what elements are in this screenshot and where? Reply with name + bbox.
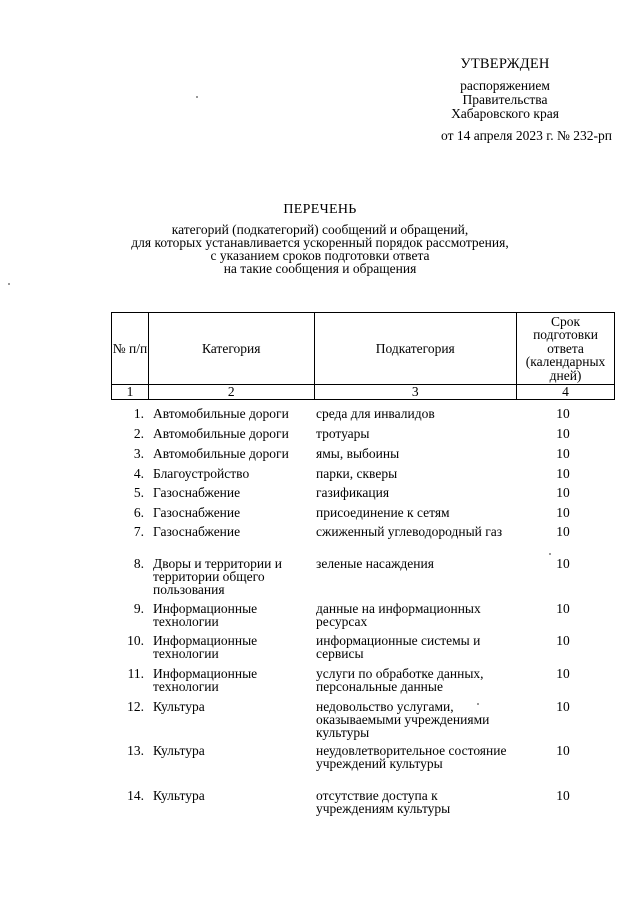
table-row <box>111 744 615 789</box>
approval-line: Правительства <box>462 92 548 107</box>
row-number: 11. <box>127 666 144 681</box>
row-term: 10 <box>556 485 570 500</box>
scan-speck <box>549 553 551 555</box>
scan-speck <box>8 283 10 285</box>
table-row <box>111 789 615 821</box>
row-category: Культура <box>153 788 205 803</box>
header-category: Категория <box>148 313 314 385</box>
row-subcategory: зеленые насаждения <box>316 556 434 571</box>
row-category: Информационные технологии <box>153 633 258 661</box>
row-subcategory: среда для инвалидов <box>316 406 435 421</box>
row-category: Автомобильные дороги <box>153 426 289 441</box>
table-row <box>111 525 615 557</box>
col-number: 2 <box>148 385 314 400</box>
row-category: Информационные технологии <box>153 666 258 694</box>
row-category: Автомобильные дороги <box>153 406 289 421</box>
row-number: 5. <box>133 485 144 500</box>
table-row <box>111 407 615 427</box>
row-subcategory: недовольство услугами, оказываемыми учреждениями культуры <box>316 699 490 740</box>
row-category: Газоснабжение <box>153 505 241 520</box>
col-number: 1 <box>112 385 149 400</box>
row-term: 10 <box>556 699 570 714</box>
approval-line: Хабаровского края <box>451 106 559 121</box>
row-subcategory: парки, скверы <box>316 466 398 481</box>
row-number: 9. <box>133 601 144 616</box>
row-subcategory: информационные системы и сервисы <box>316 633 481 661</box>
scan-speck <box>196 96 198 98</box>
row-number: 10. <box>127 633 144 648</box>
row-category: Культура <box>153 699 205 714</box>
row-term: 10 <box>556 505 570 520</box>
row-category: Дворы и территории и территории общего пользования <box>153 556 282 597</box>
approval-line: распоряжением <box>460 78 550 93</box>
table-row <box>111 486 615 506</box>
table-row <box>111 506 615 525</box>
row-subcategory: услуги по обработке данных, персональные данные <box>316 666 484 694</box>
table-row <box>111 467 615 486</box>
row-number: 4. <box>133 466 144 481</box>
row-number: 6. <box>133 505 144 520</box>
row-subcategory: неудовлетворительное состояние учреждений культуры <box>316 743 507 771</box>
row-subcategory: отсутствие доступа к учреждениям культуры <box>316 788 451 816</box>
row-category: Газоснабжение <box>153 485 241 500</box>
row-subcategory: присоединение к сетям <box>316 505 450 520</box>
document-title: ПЕРЕЧЕНЬ <box>283 202 357 217</box>
row-category: Автомобильные дороги <box>153 446 289 461</box>
row-number: 13. <box>127 743 144 758</box>
header-subcategory: Подкатегория <box>314 313 517 385</box>
row-term: 10 <box>556 446 570 461</box>
row-number: 7. <box>133 524 144 539</box>
col-number: 4 <box>517 385 615 400</box>
scan-speck <box>477 703 479 705</box>
row-number: 8. <box>133 556 144 571</box>
table-row <box>111 667 615 700</box>
row-term: 10 <box>556 556 570 571</box>
row-term: 10 <box>556 666 570 681</box>
header-term: Срок подготовки ответа (календарных дней) <box>517 313 615 385</box>
row-subcategory: данные на информационных ресурсах <box>316 601 481 629</box>
row-category: Газоснабжение <box>153 524 241 539</box>
row-number: 3. <box>133 446 144 461</box>
table-row <box>111 427 615 447</box>
row-category: Благоустройство <box>153 466 250 481</box>
table-row <box>111 634 615 667</box>
heading-line: для которых устанавливается ускоренный порядок рассмотрения, <box>131 235 509 250</box>
col-number: 3 <box>314 385 517 400</box>
row-term: 10 <box>556 524 570 539</box>
row-term: 10 <box>556 633 570 648</box>
row-number: 14. <box>127 788 144 803</box>
row-subcategory: ямы, выбоины <box>316 446 400 461</box>
document-heading <box>110 203 530 275</box>
row-number: 2. <box>133 426 144 441</box>
approval-stamp <box>390 57 620 143</box>
row-term: 10 <box>556 788 570 803</box>
heading-line: категорий (подкатегорий) сообщений и обращений, <box>171 222 469 237</box>
row-term: 10 <box>556 601 570 616</box>
row-term: 10 <box>556 406 570 421</box>
approval-date: от 14 апреля 2023 г. № 232-рп <box>441 128 612 143</box>
row-category: Культура <box>153 743 205 758</box>
table-row <box>111 602 615 634</box>
row-subcategory: тротуары <box>316 426 370 441</box>
approval-title: УТВЕРЖДЕН <box>460 56 550 72</box>
row-term: 10 <box>556 466 570 481</box>
header-num: № п/п <box>112 313 149 385</box>
row-number: 1. <box>133 406 144 421</box>
row-term: 10 <box>556 743 570 758</box>
row-term: 10 <box>556 426 570 441</box>
row-category: Информационные технологии <box>153 601 258 629</box>
table-row <box>111 700 615 744</box>
table-row <box>111 447 615 467</box>
row-subcategory: газификация <box>316 485 390 500</box>
table-row <box>111 557 615 602</box>
row-subcategory: сжиженный углеводородный газ <box>316 524 503 539</box>
row-number: 12. <box>127 699 144 714</box>
heading-line: на такие сообщения и обращения <box>223 261 417 276</box>
table-header <box>111 312 615 400</box>
heading-line: с указанием сроков подготовки ответа <box>210 248 430 263</box>
